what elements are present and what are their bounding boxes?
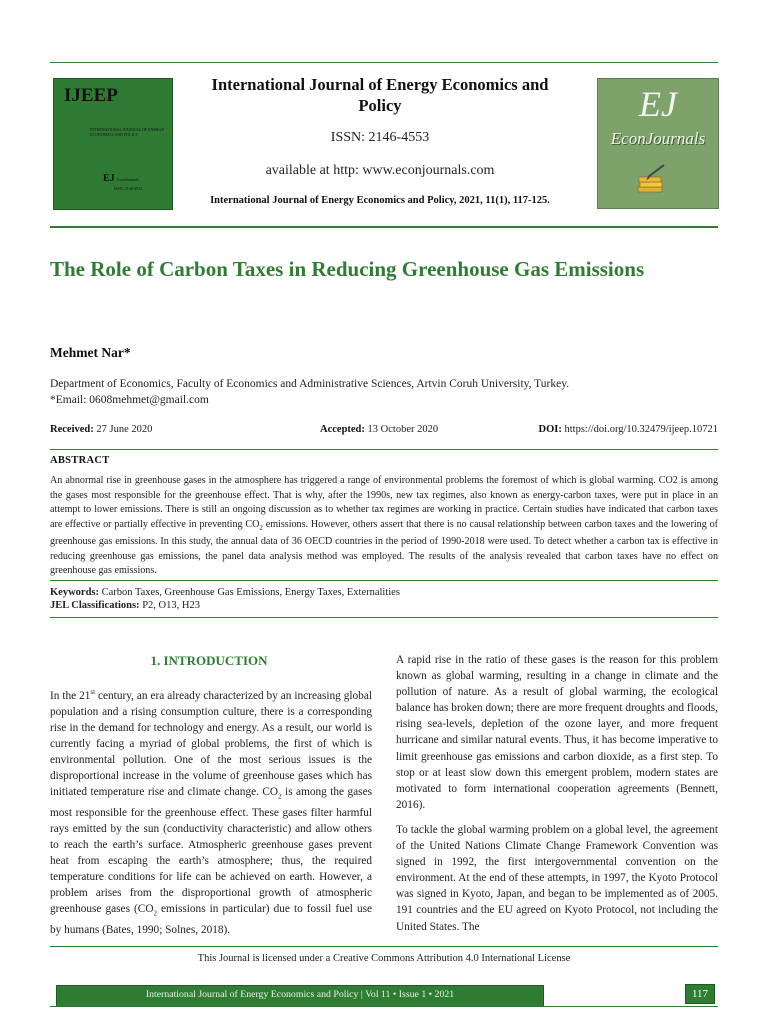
journal-title: International Journal of Energy Economics and Policy — [211, 75, 549, 115]
cover-issn: ISSN: 2146-4553 — [114, 186, 143, 191]
journal-cover-image — [53, 78, 173, 210]
books-pen-icon — [634, 163, 670, 199]
cover-title: IJEEP — [64, 85, 118, 106]
keywords-top-rule — [50, 580, 718, 581]
article-author: Mehmet Nar* — [50, 345, 131, 360]
license-notice[interactable]: This Journal is licensed under a Creative Commons Attribution 4.0 International License — [197, 953, 571, 964]
license-top-rule — [50, 946, 718, 947]
keywords-block — [50, 586, 718, 612]
page-number: 117 — [685, 984, 715, 1004]
author-affiliation — [50, 377, 720, 408]
jel-line: JEL Classifications: P2, O13, H23 — [50, 600, 200, 611]
footer-journal-info: International Journal of Energy Economics and Policy | Vol 11 • Issue 1 • 2021 — [145, 989, 455, 1000]
footer-rule — [50, 1006, 718, 1007]
header-top-rule — [50, 62, 718, 63]
accepted-date: Accepted: 13 October 2020 — [320, 424, 439, 435]
article-doi[interactable]: DOI: https://doi.org/10.32479/ijeep.10721 — [538, 424, 718, 435]
cover-subtitle: INTERNATIONAL JOURNAL OF ENERGY ECONOMICS AND POLICY — [90, 127, 165, 137]
econjournals-logo — [597, 78, 719, 209]
received-date: Received: 27 June 2020 — [50, 424, 153, 435]
logo-name-text: EconJournals — [610, 129, 706, 148]
abstract-top-rule — [50, 449, 718, 450]
section-heading-introduction: 1. INTRODUCTION — [150, 653, 268, 668]
journal-issn: ISSN: 2146-4553 — [330, 130, 430, 145]
article-title: The Role of Carbon Taxes in Reducing Greenhouse Gas Emissions — [50, 257, 645, 281]
journal-website[interactable]: available at http: www.econjournals.com — [265, 163, 495, 178]
intro-paragraph-1: In the 21st century, an era already characterized by an increasing global population and a rising consumption culture, there is a corresponding rise in the demand for technology and energy. As a result, our world is currently facing a myriad of global problems, the first of which is environmental pollution. One of the most serious issues is the disproportional increase in the volume of greenhouse gases which has initiated temperature rise and climate change. $CO_2$ is among the gases most responsible for the greenhouse effect. These gases filter harmful rays emitted by the sun (conductivity characteristic) and allow others to reach the earth’s surface. Atmospheric greenhouse gases prevent heat from escaping the earth’s atmosphere; thus, the required temperature conditions for life can be achieved on earth. However, a problem arises from the disproportional growth of atmospheric greenhouse gases ($CO_2$ emissions in particular) due to fossil fuel use by humans (Bates, 1990; Solnes, 2018). — [50, 688, 373, 936]
author-email[interactable]: *Email: 0608mehmet@gmail.com — [50, 393, 209, 406]
logo-ej-text: EJ — [639, 84, 677, 124]
abstract-heading: ABSTRACT — [50, 455, 110, 466]
keywords-bottom-rule — [50, 617, 718, 618]
cover-logo: EJ EconJournals — [103, 173, 139, 184]
journal-citation: International Journal of Energy Economics and Policy, 2021, 11(1), 117-125. — [210, 195, 550, 206]
header-bottom-rule — [50, 226, 718, 228]
affiliation-text: Department of Economics, Faculty of Economics and Administrative Sciences, Artvin Coruh University, Turkey. — [50, 378, 570, 390]
abstract-text: An abnormal rise in greenhouse gases in the atmosphere has triggered a range of environmental problems the foremost of which is global warming. CO2 is among the gases most responsible for the greenhouse effect. That is why, after the 1990s, new tax regimes, also known as energy-carbon taxes, were put in place in an attempt to lower emissions. There is still an ongoing discussion as to whether tax regimes are working in practice. Certain studies have indicated that carbon taxes are effective or partially effective in preventing $CO_2$ emissions. However, others assert that there is no causal relationship between carbon taxes and the lowering of greenhouse gas emissions. In this study, the annual data of 36 OECD countries in the period of 1990-2018 were used. To detect whether a carbon tax is effective in reducing greenhouse gas emissions, the panel data analysis method was employed. The results of the analysis revealed that carbon taxes have no effect on greenhouse gas emissions. — [50, 475, 718, 577]
intro-paragraph-2: A rapid rise in the ratio of these gases is the reason for this problem known as global warming, resulting in a change in climate and the pollution of nature. As a result of global warming, the ecological balance has broken down; there are more frequent droughts and floods, rising sea-levels, depletion of the ozone layer, and more frequent hurricane and similar natural events. Thus, it has become imperative to limit greenhouse gas emissions and carbon dioxide, as a first step. To stop or at least slow down this emergent problem, modern states are motivated to form international cooperation agreements (Bennett, 2016). — [396, 654, 718, 811]
intro-paragraph-3: To tackle the global warming problem on a global level, the agreement of the United Nations Climate Change Framework Convention was signed in 1992, the first intergovernmental convention on the environment. At the end of these attempts, in 1997, the Kyoto Protocol was signed in Kyoto, Japan, and began to be implemented as of 2005. 191 countries and the EU agreed on Kyoto Protocol, not including the United States. The — [396, 824, 718, 933]
keywords-line: Keywords: Carbon Taxes, Greenhouse Gas Emissions, Energy Taxes, Externalities — [50, 587, 400, 598]
